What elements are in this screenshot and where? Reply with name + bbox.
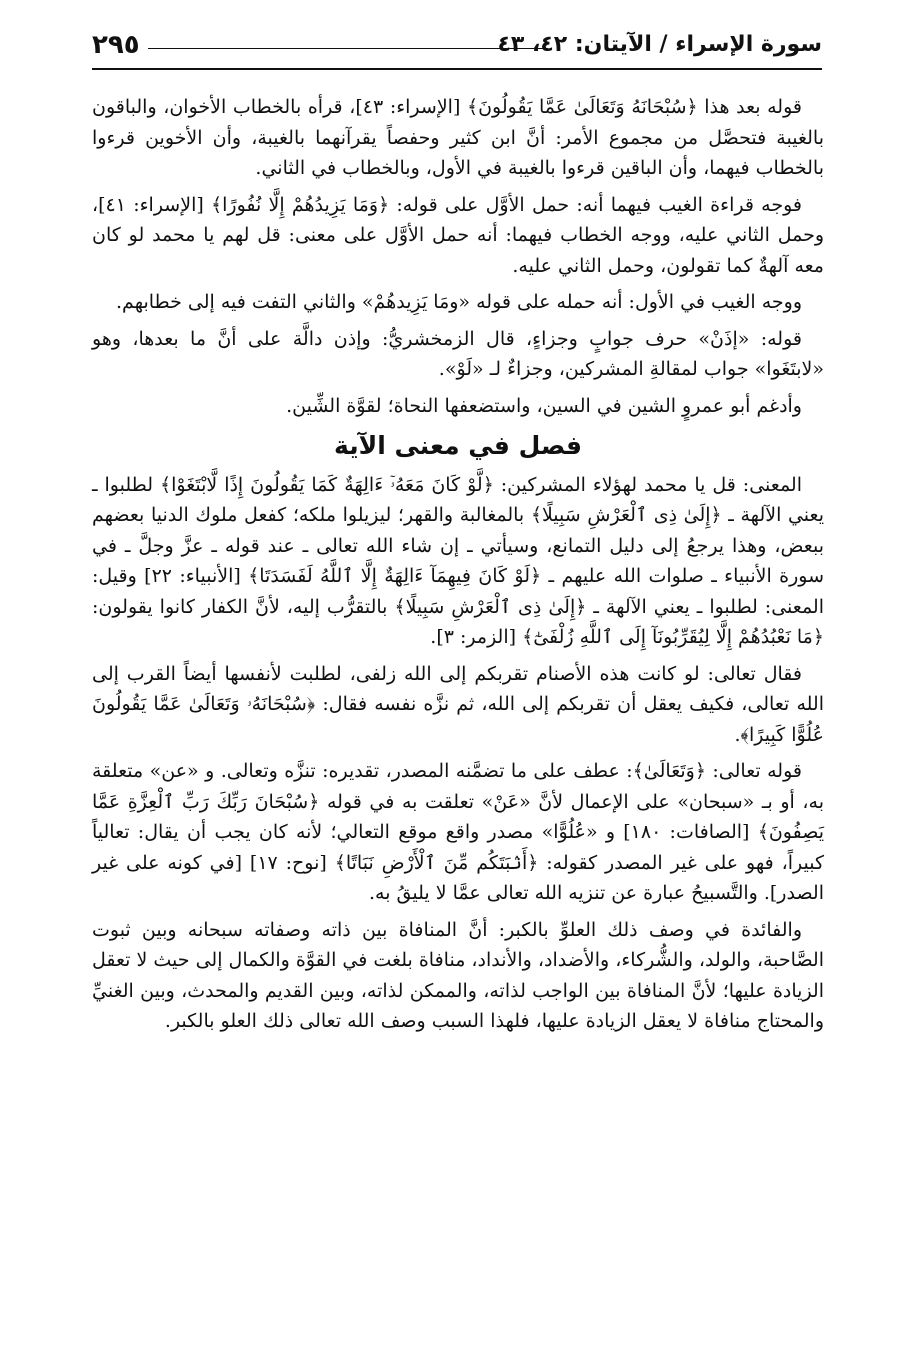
paragraph: قوله: «إذَنْ» حرف جوابٍ وجزاءٍ، قال الزمخشريُّ: وإذن دالَّة على أنَّ ما بعدها، وهو «لابتَغَوا» جواب لمقالةِ المشركين، وجزاءٌ لـ «لَوْ». — [92, 327, 824, 380]
paragraph: فقال تعالى: لو كانت هذه الأصنام تقربكم إلى الله زلفى، لطلبت لأنفسها أيضاً القرب إلى الله تعالى، فكيف يعقل أن تقربكم إلى الله، ثم نزَّه نفسه فقال: ﴿سُبْحَانَهُۥ وَتَعَالَىٰ عَمَّا يَقُولُونَ عُلُوًّا كَبِيرًا﴾. — [92, 662, 824, 746]
paragraph: المعنى: قل يا محمد لهؤلاء المشركين: ﴿لَّوْ كَانَ مَعَهُۥٓ ءَالِهَةٌ كَمَا يَقُولُونَ إِذًا لَّابْتَغَوْا﴾ لطلبوا ـ يعني الآلهة ـ ﴿إِلَىٰ ذِى ٱلْعَرْشِ سَبِيلًا﴾ بالمغالبة والقهر؛ ليزيلوا ملكه؛ كفعل ملوك الدنيا بعضهم ببعض، وهذا يرجعُ إلى دليل التمانع، وسيأتي ـ إن شاء الله تعالى ـ عند قوله ـ عزَّ وجلَّ ـ في سورة الأنبياء ـ صلوات الله عليهم ـ ﴿لَوْ كَانَ فِيهِمَآ ءَالِهَةٌ إِلَّا ٱللَّهُ لَفَسَدَتَا﴾ [الأنبياء: ٢٢] وقيل: المعنى: لطلبوا ـ يعني الآلهة ـ ﴿إِلَىٰ ذِى ٱلْعَرْشِ سَبِيلًا﴾ بالتقرُّب إليه، لأنَّ الكفار كانوا يقولون: ﴿مَا نَعْبُدُهُمْ إِلَّا لِيُقَرِّبُونَآ إِلَى ٱللَّهِ زُلْفَىٰٓ﴾ [الزمر: ٣]. — [92, 473, 825, 648]
running-head: سورة الإسراء / الآيتان: ٤٢، ٤٣ — [497, 32, 822, 57]
paragraph: قوله بعد هذا ﴿سُبْحَانَهُ وَتَعَالَىٰ عَمَّا يَقُولُونَ﴾ [الإسراء: ٤٣]، قرأه بالخطاب الأخوان، والباقون بالغيبة فتحصَّل من مجموع الأمر: أنَّ ابن كثير وحفصاً يقرآنهما بالغيبة، وأن الأخوين قرءوا بالخطاب فيهما، وأن الباقين قرءوا بالغيبة في الأول، وبالخطاب في الثاني. — [92, 96, 824, 179]
header-short-rule — [148, 48, 548, 49]
header-rule — [92, 68, 822, 70]
page-body — [92, 92, 824, 1037]
paragraph: والفائدة في وصف ذلك العلوِّ بالكبر: أنَّ المنافاة بين ذاته وصفاته سبحانه وبين ثبوت الصَّاحبة، والولد، والشُّركاء، والأضداد، والأنداد، منافاة بلغت في القوَّة والكمال إلى حيث لا تعقل الزيادة عليها؛ لأنَّ المنافاة بين الواجب لذاته، والممكن لذاته، وبين القديم والمحدث، وبين الغنيِّ والمحتاج منافاة لا يعقل الزيادة عليها، فلهذا السبب وصف الله تعالى ذلك العلو بالكبر. — [92, 918, 824, 1032]
section-heading: فصل في معنى الآية — [334, 431, 582, 460]
paragraph: وأدغم أبو عمروٍ الشين في السين، واستضعفها النحاة؛ لقوَّة الشِّين. — [286, 394, 802, 417]
paragraph: ووجه الغيب في الأول: أنه حمله على قوله «ومَا يَزِيدهُمْ» والثاني التفت فيه إلى خطابهم. — [116, 291, 802, 313]
paragraph: فوجه قراءة الغيب فيهما أنه: حمل الأوَّل على قوله: ﴿وَمَا يَزِيدُهُمْ إِلَّا نُفُورًا﴾ [الإسراء: ٤١]، وحمل الثاني عليه، ووجه الخطاب فيهما: أنه حمل الأوَّل على معنى: قل لهم يا محمد لو كان معه آلهةٌ كما تقولون، وحمل الثاني عليه. — [92, 193, 824, 277]
page-number: ٢٩٥ — [92, 30, 140, 60]
page-header — [92, 28, 822, 68]
paragraph: قوله تعالى: ﴿وَتَعَالَىٰ﴾: عطف على ما تضمَّنه المصدر، تقديره: تنزَّه وتعالى. و «عن» متعلقة به، أو بـ «سبحان» على الإعمال لأنَّ «عَنْ» تعلقت به في قوله ﴿سُبْحَانَ رَبِّكَ رَبِّ ٱلْعِزَّةِ عَمَّا يَصِفُونَ﴾ [الصافات: ١٨٠] و «عُلُوًّا» مصدر واقع موقع التعالي؛ لأنه كان يجب أن يقال: تعالياً كبيراً، فهو على غير المصدر كقوله: ﴿أَنۢبَتَكُم مِّنَ ٱلْأَرْضِ نَبَاتًا﴾ [نوح: ١٧] [في كونه على غير الصدر]. والتَّسبيحُ عبارة عن تنزيه الله تعالى عمَّا لا يليقُ به. — [92, 760, 824, 904]
